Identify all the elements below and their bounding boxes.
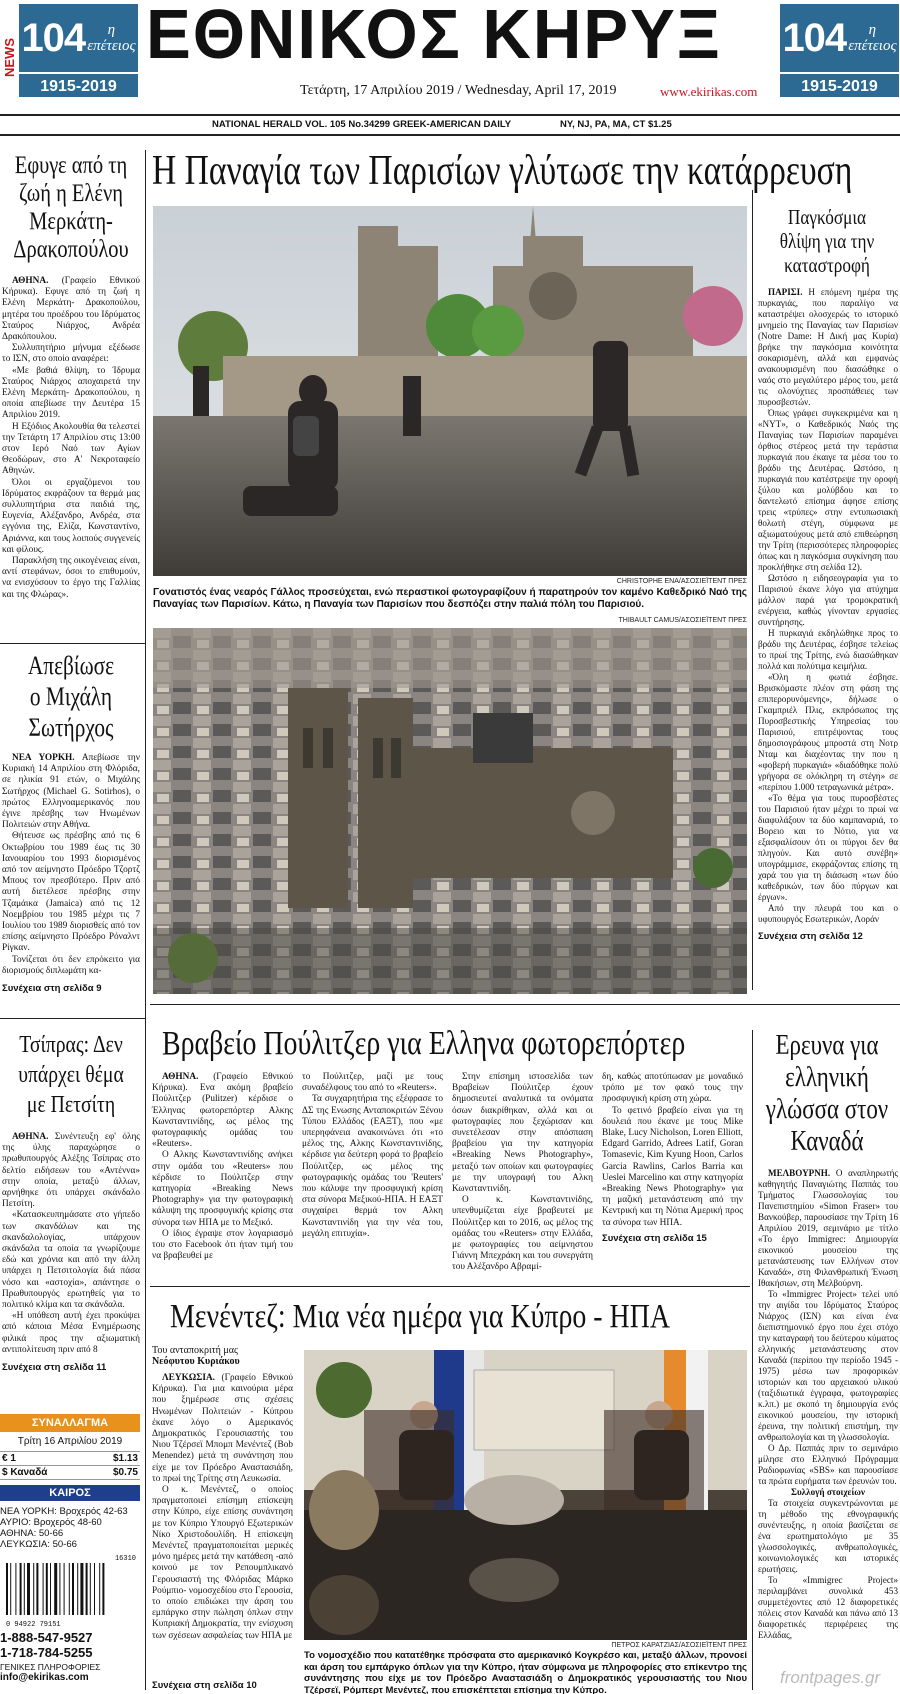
currency-value: $1.13	[112, 1453, 138, 1464]
exchange-box	[0, 1414, 140, 1480]
weather-line: ΑΥΡΙΟ: Βροχερός 48-60	[0, 1517, 102, 1528]
exchange-date: Τρίτη 16 Απριλίου 2019	[17, 1436, 123, 1447]
email-link[interactable]: info@ekirikas.com	[0, 1672, 89, 1683]
byline-author: Νεόφυτου Κυριάκου	[152, 1356, 240, 1367]
weather-header: ΚΑΙΡΟΣ	[0, 1485, 140, 1501]
paragraph: Παρακλήση της οικογένειας είναι, αντί στεφάνων, όσοι το επιθυμούν, να ενισχύσουν το έργο της Γαλλίας και της Φλώρας».	[2, 556, 140, 600]
story-sotirchos	[2, 650, 140, 994]
lead-headline: Η Παναγία των Παρισίων γλύτωσε την κατάρρευση	[152, 148, 853, 194]
story-merkati	[2, 152, 140, 601]
photo-menendez-anastasiades	[304, 1350, 747, 1640]
story-global-grief	[758, 205, 898, 942]
article-column	[452, 1072, 593, 1274]
paragraph: Τα συγχαρητήρια της εξέφρασε το ΔΣ της Ενωσης Ανταποκριτών Ξένου Τύπου Ελλάδος (ΕΑΞΤ), που «με υπερηφάνεια ανακοινώνει ότι «το μέλος της, Αλκης Κωνσταντινίδης, κέρδισε για δεύτερη φορά το βραβείο Πούλιτζερ, ως μέλος της φωτογραφικής ομάδας του 'Reuters' που κάλυψε την προσφυγική κρίση στα σύνορα Μεξικού-ΗΠΑ. Η ΕΑΞΤ συγχαίρει θερμά τον Αλκη Κωνσταντινίδη για την νέα του, μεγάλη επιτυχία».	[302, 1094, 443, 1239]
paragraph: Η πυρκαγιά εκδηλώθηκε προς το βράδυ της Δευτέρας, έσβησε τελείως το πρωί της Τρίτης, ενώ διασώθηκαν πολλά και πολύτιμα κειμήλια.	[758, 628, 898, 671]
badge-years: 1915-2019	[778, 74, 900, 99]
phone-number[interactable]: 1-718-784-5255	[0, 1645, 93, 1660]
weather-line: ΛΕΥΚΩΣΙΑ: 50-66	[0, 1539, 77, 1550]
article-body	[2, 1132, 140, 1356]
paragraph: το Πούλιτζερ, μαζί με τους συναδέλφους του από το «Reuters».	[302, 1072, 443, 1094]
divider	[0, 1018, 145, 1019]
paragraph: Ωστόσο η ειδησεογραφία για το Παρισιού έκανε λόγο για ατύχημα μάλλον παρά για τρομοκρατική ενέργεια, καθώς γίνονταν εργασίες συντήρησης.	[758, 573, 898, 627]
paragraph: Στην επίσημη ιστοσελίδα των Βραβείων Πούλιτζερ έχουν δημοσιευτεί αναλυτικά τα ονόματα όσων διακρίθηκαν, αλλά και οι φωτογραφίες που ξεχώρισαν και συνετέλεσαν στην απόσπαση βραβείου για την κατηγορία «Breaking News Photography», μεταξύ των οποίων και φωτογραφίες με την υπογραφή του Αλκη Κωνσταντινίδη.	[452, 1072, 593, 1195]
paragraph: «Η υπόθεση αυτή έχει προκύψει από κάποια Μέσα Ενημέρωσης φιλικά προς την αξιωματική αντιπολίτευση πριν από 8	[2, 1311, 140, 1355]
currency-label: $ Καναδά	[2, 1467, 48, 1478]
badge-years: 1915-2019	[17, 74, 140, 99]
paragraph: Από την πλευρά του και ο υφυπουργός Εσωτερικών, Λοράν	[758, 903, 898, 924]
paragraph: Ο κ. Μενέντεζ, ο οποίος πραγματοποιεί επίσημη επίσκεψη στην Κύπρο, είχε επίσης συνάντηση με τον Κύπριο Υπουργό Εξωτερικών Νίκο Χριστοδουλίδη. Η επίσκεψη Μενέντεζ πραγματοποιείται μερικές μόνο ημέρες μετά την κατάθεση -από κοινού με τον Ρεπουμπλικανό Γερουσιαστή της Φλόριδας Μάρκο Ρούμπιο- νομοσχεδίου στο Γερουσία, το οποίο επιδιώκει την άρση του εμπάργκο στην πώληση όπλων στην Κυπριακή Δημοκρατία, την ενίσχυση των σχέσεων ασφαλείας των ΗΠΑ με	[152, 1485, 293, 1641]
badge-sup: η	[868, 22, 877, 38]
continued-link[interactable]: Συνέχεια στη σελίδα 9	[2, 983, 102, 995]
article-body	[2, 276, 140, 601]
exchange-row	[0, 1465, 140, 1480]
dateline: ΑΘΗΝΑ.	[12, 276, 49, 286]
paragraph: (Γραφείο Εθνικού Κήρυκα). Ενα ακόμη βραβείο Πούλιτζερ (Pulitzer) κέρδισε ο Έλληνας φωτορεπόρτερ Αλκης Κωνσταντινίδης, ως μέλος της φωτογραφικής ομάδας του «Reuters».	[152, 1072, 293, 1150]
weather-box	[0, 1485, 140, 1550]
headline: Παγκόσμια θλίψη για την καταστροφή	[779, 205, 875, 277]
paragraph: Η επόμενη ημέρα της πυρκαγιάς, που παραλίγο να καταστρέψει ολοσχερώς το ιστορικό μνημείο της Παναγίας των Παρισίων (Notre Dame: Η Δική μας Κυρία) βρήκε την παγκόσμια κοινότητα σοκαρισμένη, αλλά και εμφανώς ανακουφισμένη που διασώθηκε ο ναός στο μεγαλύτερο μέρος του, μετά τις ολονύχτιες προσπάθειες των πυροσβεστών.	[758, 287, 898, 407]
article-body	[152, 1373, 293, 1642]
article-body	[758, 287, 898, 925]
paragraph: Ο Αλκης Κωνσταντινίδης ανήκει στην ομάδα του «Reuters» που κέρδισε το Πούλιτζερ στην κατηγορία «Breaking News Photography» για την φωτογραφική κάλυψη της προσφυγικής κρίσης στα σύνορα των ΗΠΑ με το Μεξικό.	[152, 1150, 293, 1228]
paragraph: «Το θέμα για τους πυροσβέστες του Παρισιού ήταν μέχρι το πρωί να διαφυλάξουν τα δύο καμπαναριά, το Βορειο και το Νότιο, για να εξασφαλίσουν ότι οι πύργοι δεν θα πληγούν. Και αυτό συνέβη» υπογράμμισε, εκφράζοντας επίσης τη χαρά του για τη διάσωση «των δύο καθεδρικών, των δύο πύργων και έργων».	[758, 793, 898, 902]
paragraph: Ο αναπληρωτής καθηγητής Παναγιώτης Παππάς του Τμήματος Γλωσσολογίας του Πανεπιστημίου «Simon Fraser» του Βανκούβερ, παρουσίασε την Τρίτη 16 Απριλίου 2019, σεμινάριο με τίτλο «Το έργο Immigrec: Δημιουργία εικονικού μουσείου της μετανάστευσης των Ελλήνων στον Καναδά», στη Φιλανθρωπική Ένωση Ιθακήσιων, στη Μελβούρνη.	[758, 1168, 898, 1288]
paragraph: Όλοι οι εργαζόμενοι του Ιδρύματος εκφράζουν τα θερμά μας συλλυπητήρια στα παιδιά της, Ευγενία, Αλέξανδρο, Ανδρέα, στα εγγόνια της, Ελίζα, Κωνσταντίνο, Αριάννα, και τους λοιπούς συγγενείς και φίλους.	[2, 477, 140, 555]
newspaper-title: ΕΘΝΙΚΟΣ ΚΗΡΥΞ	[146, 0, 722, 73]
photo-credit: CHRISTOPHE ENA/ΑΣΟΣΙΕΪΤΕΝΤ ΠΡΕΣ	[616, 578, 747, 585]
paragraph: Συλλυπητήριο μήνυμα εξέδωσε το ΙΣΝ, στο οποίο αναφέρει:	[2, 343, 140, 365]
divider	[0, 643, 145, 644]
dateline: ΠΑΡΙΣΙ.	[768, 287, 803, 297]
column-divider	[752, 1030, 753, 1690]
contact-box	[0, 1630, 140, 1683]
article-body	[758, 1168, 898, 1641]
headline: Ερευνα για ελληνική γλώσσα στον Καναδά	[765, 1030, 889, 1157]
barcode-top-number: 16310	[114, 1555, 136, 1563]
badge-number: 104	[782, 15, 847, 60]
paragraph: Θήτευσε ως πρέσβης από τις 6 Οκτωβρίου του 1989 έως τις 30 Ιανουαρίου του 1993 διορισμένος από τον αείμνηστο Πρόεδρο Τζορτζ Μπους τον πρεσβύτερο. Πριν από αυτή διετέλεσε πρέσβης στην Τζαμάικα (Jamaica) από τις 12 Νοεμβρίου του 1985 μέχρι τις 7 Ιουλίου του 1989 διορισθείς από τον επίσης αείμνηστο Πρόεδρο Ρόναλντ Ρίγκαν.	[2, 831, 140, 954]
photo-image	[153, 206, 747, 576]
volume-line: NATIONAL HERALD VOL. 105 No.34299 GREEK-AMERICAN DAILY	[212, 119, 512, 130]
article-column	[152, 1072, 293, 1262]
badge-word: επέτειος	[848, 38, 897, 54]
paragraph: Ο ίδιος έγραψε στον λογαριασμό του στο Facebook ότι ήταν τιμή του να βραβευθεί με	[152, 1228, 293, 1262]
paragraph: Τα στοιχεία συγκεντρώνονται με τη μέθοδο της εθνογραφικής συνέντευξης, η οποία βασίζεται σε ένα ερωτηματολόγιο με 35 γλωσσολογικές, ανθρωπολογικές, κοινωνιολογικές και ιστορικές ερωτήσεις.	[758, 1498, 898, 1574]
date-line: Τετάρτη, 17 Απριλίου 2019 / Wednesday, April 17, 2019	[300, 83, 617, 98]
story-menendez	[152, 1345, 293, 1691]
paragraph: Ο Δρ. Παππάς πριν το σεμινάριο μίλησε στο Ελληνικό Πρόγραμμα Ραδιοφωνίας «SBS» και παρουσίασε τα πρώτα ευρήματα των έρευνών του.	[758, 1443, 898, 1486]
dateline: ΜΕΛΒΟΥΡΝΗ.	[768, 1168, 831, 1178]
column-divider	[752, 190, 753, 990]
paragraph: Η Εξόδιος Ακολουθία θα τελεστεί την Τετάρτη 17 Απριλίου στις 13:00 στον Ιερό Ναό των Αγίων Θεοδώρων, στο Α' Νεκροταφείο Αθηνών.	[2, 421, 140, 477]
currency-value: $0.75	[112, 1467, 138, 1478]
exchange-row	[0, 1451, 140, 1465]
contact-note: ΓΕΝΙΚΕΣ ΠΛΗΡΟΦΟΡΙΕΣ	[0, 1662, 101, 1672]
pulitzer-headline: Βραβείο Πούλιτζερ για Ελληνα φωτορεπόρτερ	[162, 1025, 686, 1062]
barcode	[4, 1555, 136, 1629]
photo-caption: Γονατιστός ένας νεαρός Γάλλος προσεύχεται, ενώ περαστικοί φωτογραφίζουν ή παρατηρούν τον καμένο Καθεδρικό Ναό της Παναγίας των Παρισίων. Κάτω, η Παναγία των Παρισίων που δεσπόζει στην παλιά πόλη του Παρισιού.	[153, 587, 747, 610]
weather-line: ΝΕΑ ΥΟΡΚΗ: Βροχερός 42-63	[0, 1506, 128, 1517]
menendez-headline: Μενέντεζ: Μια νέα ημέρα για Κύπρο - ΗΠΑ	[170, 1298, 670, 1335]
paragraph: Απεβίωσε την Κυριακή 14 Απριλίου στη Φλόριδα, σε ηλικία 91 ετών, ο Μιχάλης Σωτήρχος (Michael G. Sotirhos), ο πρώτος Ελληνοαμερικανός που έγινε πρέσβης των Ηνωμένων Πολιτειών στην Αθήνα.	[2, 753, 140, 831]
exchange-header: ΣΥΝΑΛΛΑΓΜΑ	[0, 1414, 140, 1432]
paragraph: «Με βαθιά θλίψη, το Ίδρυμα Σταύρος Νιάρχος αποχαιρετά την Ελένη Μερκάτη- Δρακοπούλου, η οποία απεβίωσε την Δευτέρα 15 Απριλίου 2019.	[2, 365, 140, 421]
continued-link[interactable]: Συνέχεια στη σελίδα 10	[152, 1680, 257, 1691]
article-column	[302, 1072, 443, 1240]
photo-caption: Το νομοσχέδιο που κατατέθηκε πρόσφατα στο αμερικανικό Κογκρέσο και, μεταξύ άλλων, προνοεί και άρση του εμπάργκο όπλων για την Κύπρο, ήταν σύμφωνα με πληροφορίες στο επίκεντρο της συνάντησης που είχε με τον Πρόεδρο Αναστασιάδη ο Δημοκρατικός γερουσιαστής του Νιου Τζέρσεϊ, Ρόμπερτ Μενέντεζ, που επισκέπτεται επίσημα την Κύπρο.	[304, 1650, 747, 1694]
masthead-rule-bottom	[0, 134, 900, 136]
divider	[150, 1004, 900, 1005]
website-link[interactable]: www.ekirikas.com	[660, 84, 758, 99]
story-tsipras	[2, 1030, 140, 1373]
story-greek-canada	[758, 1030, 898, 1641]
photo-notre-dame-street	[153, 206, 747, 576]
paragraph: δη, καθώς αποτύπωσαν με μοναδικό τρόπο με τον φακό τους την προσφυγική κρίση στη χώρα.	[602, 1072, 743, 1105]
photo-paris-skyline	[153, 628, 747, 994]
article-body	[2, 753, 140, 977]
headline: Τσίπρας: Δεν υπάρχει θέμα με Πετσίτη	[18, 1032, 124, 1118]
price-line: NY, NJ, PA, MA, CT $1.25	[560, 119, 672, 130]
phone-number[interactable]: 1-888-547-9527	[0, 1630, 93, 1645]
continued-link[interactable]: Συνέχεια στη σελίδα 11	[2, 1362, 107, 1374]
paragraph: Ο κ. Κωνσταντινίδης, υπενθυμίζεται είχε βραβευτεί με Πούλιτζερ και το 2016, ως μέλος της ομάδας του «Reuters» στην Ελλάδα, με φωτογραφίες του αείμνηστου Γιάννη Μπεχράκη και του συνεργάτη του Αλέξανδρο Αβραμί-	[452, 1195, 593, 1273]
headline: Εφυγε από τη ζωή η Ελένη Μερκάτη-Δρακοπούλου	[13, 152, 129, 263]
watermark: frontpages.gr	[780, 1668, 881, 1687]
photo-image	[304, 1350, 747, 1640]
paragraph: (Γραφείο Εθνικού Κήρυκα). Εφυγε από τη ζωή η Ελένη Μερκάτη- Δρακοπούλου, μητέρα του προέδρου του Ιδρύματος Σταύρος Νιάρχος, Ανδρέα Δρακόπουλου.	[2, 276, 140, 343]
currency-label: € 1	[2, 1453, 16, 1464]
masthead-rule	[0, 114, 900, 116]
subheading: Συλλογή στοιχείων	[791, 1487, 865, 1497]
anniversary-badge-right	[778, 2, 900, 99]
photo-credit: ΠΕΤΡΟΣ ΚΑΡΑΤΖΙΑΣ/ΑΣΟΣΙΕΪΤΕΝΤ ΠΡΕΣ	[611, 1642, 747, 1649]
dateline: ΑΘΗΝΑ.	[162, 1072, 199, 1082]
divider	[150, 1286, 750, 1287]
barcode-bars	[4, 1563, 136, 1621]
continued-link[interactable]: Συνέχεια στη σελίδα 15	[602, 1232, 707, 1244]
photo-credit: THIBAULT CAMUS/ΑΣΟΣΙΕΪΤΕΝΤ ΠΡΕΣ	[618, 617, 747, 624]
article-column	[602, 1072, 743, 1244]
barcode-number: 0 94922 79151	[6, 1621, 61, 1629]
masthead	[0, 0, 900, 135]
paragraph: Τονίζεται ότι δεν επρόκειτο για διορισμούς διπλωμάτη κα-	[2, 954, 140, 976]
paragraph: Συνέντευξη εφ' όλης της ύλης παραχώρησε ο πρωθυπουργός Αλέξης Τσίπρας στο δελτίο ειδήσεων του «Αντέννα» στην οποία, μεταξύ άλλων, αρνήθηκε ότι υπάρχει σκάνδαλο Πετσίτη.	[2, 1132, 140, 1210]
paragraph: Το «Immigrec Project» τελεί υπό την αιγίδα του Ιδρύματος Σταύρος Νιάρχος (ΙΣΝ) και είναι ένα διεπιστημονικό έργο που έχει στόχο την καταγραφή του δεύτερου κύματος ελληνικής μετανάστευσης στον Καναδά (περίπου την περίοδο 1945 - 1975) μέσω των προφορικών ιστοριών και του αρχειακού υλικού (ταξιδιωτικά έγγραφα, φωτογραφίες κ.λπ.) με σκοπό τη δημιουργία ενός εικονικού μουσείου, την ιστορική έρευνα, την πολιτική επιστήμη, την ανθρωπολογία και τη γλωσσολογία.	[758, 1289, 898, 1442]
badge-number: 104	[21, 15, 86, 60]
paragraph: (Γραφείο Εθνικού Κήρυκα). Για μια καινούρια μέρα που ξημέρωσε στις σχέσεις Ηνωμένων Πολιτειών - Κύπρου έκανε λόγο ο Αμερικανός Δημοκρατικός Γερουσιαστής του Νιου Τζέρσεϊ Μπομπ Μενέντεζ (Bob Menendez) μετά τη συνάντηση που είχε με τον Πρόεδρο Αναστασιάδη, το πρωί της Τρίτης στη Λευκωσία.	[152, 1373, 293, 1484]
news-tag: NEWS	[2, 38, 17, 78]
column-divider	[145, 150, 146, 1690]
paragraph: Όπως γράφει συγκεκριμένα και η «ΝΥΤ», ο Καθεδρικός Ναός της Παναγίας των Παρισίων παραμένει όρθιος στέρεος μετά την τεράστια πυρκαγιά που έκαιγε τα μέσα του το βράδυ της Δευτέρας. Ωστόσο, η πυρκαγιά που κατέστρεψε την οροφή ξύλου και μολύβδου και το δαντελωτό επίσημα άφησε επίσης τρεις «τρύπες» στην εντυπωσιακή θολωτή στέγη, σύμφωνα με αξιωματούχους μετά από επιθεώρηση την Τρίτη (περισσότερες πληροφορίες όπως και η παγκόσμια συγκίνηση που προκλήθηκε στη σελίδα 12).	[758, 408, 898, 572]
continued-link[interactable]: Συνέχεια στη σελίδα 12	[758, 931, 863, 942]
dateline: ΑΘΗΝΑ.	[12, 1132, 49, 1142]
paragraph: «Όλη η φωτιά έσβησε. Βρισκόμαστε πλέον στη φάση της επιπερορυνόμενης», δήλωσε ο Γκαμπριέλ Πλις, εκπρόσωπος της Πυροσβεστικής Υπηρεσίας του Παρισιού, επιτρέψοντας τους δημοσιογράφους μπροστά στη Νοτρ Νταμ και διαχέοντας την που η «φοβερή πυρκαγιά» «διαδόθηκε πολύ γρήγορα σε ολόκληρη τη στέγη» σε «περίπου 1.000 τετραγωνικά μέτρα».	[758, 672, 898, 792]
paragraph: Το φετινό βραβείο είναι για τη δουλειά που έκανε με τους Mike Blake, Lucy Nicholson, Loren Elliott, Edgard Garrido, Adrees Latif, Goran Tomasevic, Kim Kyung Hoon, Carlos Garcia Rawlins, Carlos Barria και Ueslei Marcelino και στην κατηγορία «Breaking News Photography» για τη μαζική μετανάστευση από την Κεντρική και τη Νότια Αμερική προς τα σύνορα των ΗΠΑ.	[602, 1105, 743, 1228]
anniversary-badge-left	[17, 2, 140, 99]
paragraph: Το «Immigrec Project» περιλαμβάνει συνολικά 453 συμμετέχοντες από 12 διαφορετικές πόλεις στον Καναδά και πάνω από 13 διαφορετικές περιφέρειες της Ελλάδας,	[758, 1575, 898, 1640]
photo-image	[153, 628, 747, 994]
paragraph: «Κατασκευπημάσατε στο γήπεδο των σκανδάλων και της σκανδαλολογίας, υπάρχουν σκάνδαλα τα οποία τα γνωρίζουμε εδώ και χρόνια και από την άλλη υπάρχει η Πετσιτολογία διά πάσα νόσο και «αστοχία», απάντησε ο Πρωθυπουργός ερωτηθείς για το πολιτικό κλίμα και τα σκάνδαλα.	[2, 1210, 140, 1311]
dateline: ΛΕΥΚΩΣΙΑ.	[162, 1373, 215, 1383]
badge-word: επέτειος	[87, 38, 136, 54]
dateline: ΝΕΑ ΥΟΡΚΗ.	[12, 753, 75, 763]
weather-line: ΑΘΗΝΑ: 50-66	[0, 1528, 64, 1539]
badge-sup: η	[107, 22, 116, 38]
headline: Απεβίωσε ο Μιχάλη Σωτήρχος	[27, 651, 115, 742]
byline: Του ανταποκριτή μας	[152, 1345, 238, 1356]
